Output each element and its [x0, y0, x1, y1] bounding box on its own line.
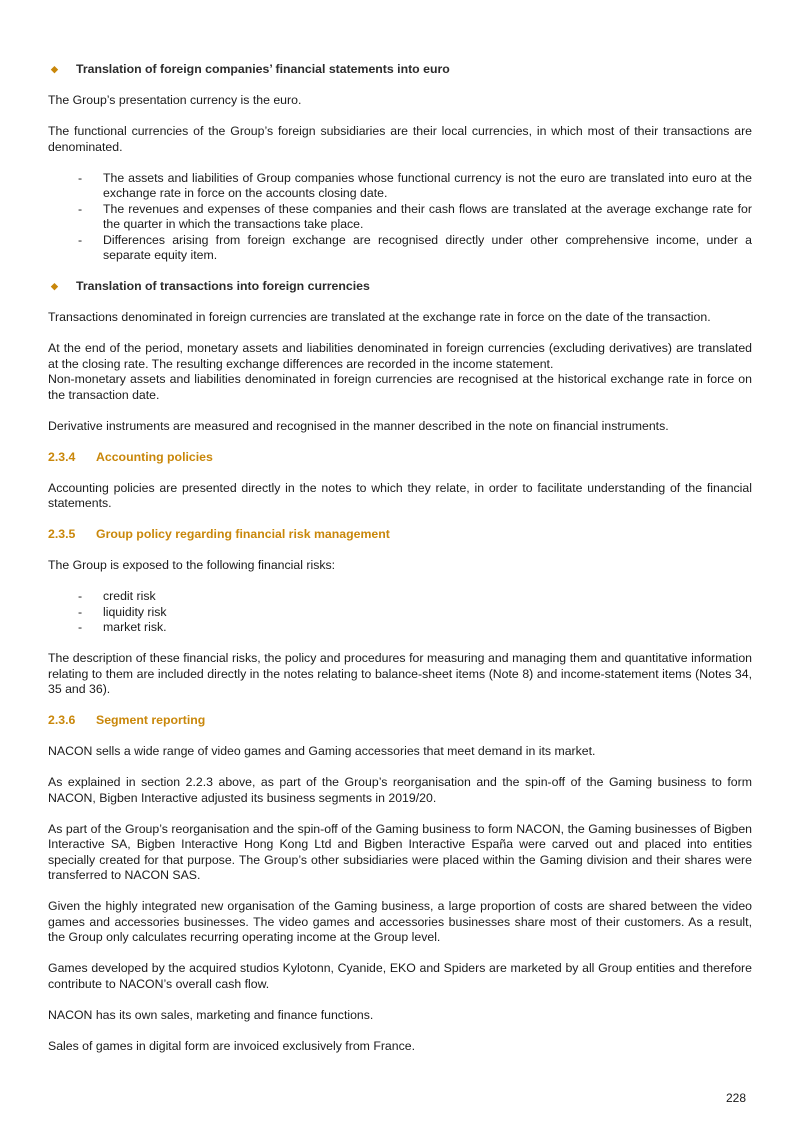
paragraph: Derivative instruments are measured and recognised in the manner described in the note on financial instruments. — [48, 418, 669, 433]
dash-list — [48, 171, 752, 264]
section-title: Group policy regarding financial risk management — [96, 527, 390, 541]
dash-marker: - — [78, 232, 83, 247]
section-number: 2.3.4 — [48, 449, 76, 464]
dash-marker: - — [78, 620, 83, 634]
section-number: 2.3.5 — [48, 527, 76, 541]
paragraph: The functional currencies of the Group’s foreign subsidiaries are their local currencies, in which most of their transactions are denominated. — [48, 124, 752, 154]
paragraph: Games developed by the acquired studios Kylotonn, Cyanide, EKO and Spiders are marketed by all Group entities and therefore contribute to NACON’s overall cash flow. — [48, 961, 752, 991]
list-item: - liquidity risk — [48, 605, 752, 621]
section-title: Segment reporting — [96, 713, 206, 727]
diamond-bullet-icon: ◆ — [51, 281, 58, 291]
subsection-heading — [48, 279, 752, 295]
section-heading — [48, 713, 752, 729]
paragraph: The description of these financial risks, the policy and procedures for measuring and managing them and quantitative information relating to them are included directly in the notes relating to balance-sheet items (Note 8) and income-statement items (Notes 34, 35 and 36). — [48, 651, 752, 696]
paragraph: As part of the Group’s reorganisation and the spin-off of the Gaming business to form NACON, the Gaming businesses of Bigben Interactive SA, Bigben Interactive Hong Kong Ltd and Bigben Interactive España were carved out and placed into entities specially created for that purpose. The Group’s other subsidiaries were placed within the Gaming division and their shares were transferred to NACON SAS. — [48, 821, 752, 882]
list-item: - Differences arising from foreign exchange are recognised directly under other comprehensive income, under a separate equity item. — [48, 233, 752, 264]
paragraph: Non-monetary assets and liabilities denominated in foreign currencies are recognised at the historical exchange rate in force on the transaction date. — [48, 372, 752, 402]
diamond-bullet-icon: ◆ — [51, 64, 58, 74]
paragraph: NACON sells a wide range of video games and Gaming accessories that meet demand in its market. — [48, 744, 596, 758]
subsection-heading-text: Translation of foreign companies’ financial statements into euro — [76, 62, 450, 76]
subsection-heading — [48, 62, 752, 78]
paragraph: The Group is exposed to the following financial risks: — [48, 558, 336, 572]
paragraph: At the end of the period, monetary assets and liabilities denominated in foreign currencies (excluding derivatives) are translated at the closing rate. The resulting exchange differences are recorded in the income statement. — [48, 341, 752, 371]
paragraph: NACON has its own sales, marketing and finance functions. — [48, 1007, 374, 1022]
dash-marker: - — [78, 201, 83, 216]
document-page — [48, 62, 752, 1054]
dash-marker: - — [78, 170, 83, 185]
section-heading — [48, 450, 752, 466]
paragraph: Given the highly integrated new organisation of the Gaming business, a large proportion of costs are shared between the video games and accessories businesses. The video games and accessories businesses share most of their customers. As a result, the Group only calculates recurring operating income at the Group level. — [48, 899, 752, 944]
paragraph: As explained in section 2.2.3 above, as part of the Group’s reorganisation and the spin-off of the Gaming business to form NACON, Bigben Interactive adjusted its business segments in 2019/20. — [48, 775, 752, 805]
section-title: Accounting policies — [96, 449, 213, 464]
dash-list — [48, 589, 752, 636]
subsection-heading-text: Translation of transactions into foreign currencies — [76, 279, 370, 293]
dash-marker: - — [78, 589, 83, 603]
list-item: - The assets and liabilities of Group companies whose functional currency is not the euro are translated into euro at the exchange rate in force on the accounts closing date. — [48, 171, 752, 202]
page-number: 228 — [726, 1091, 747, 1105]
list-item: - The revenues and expenses of these companies and their cash flows are translated at the average exchange rate for the quarter in which the transactions take place. — [48, 202, 752, 233]
list-item: - market risk. — [48, 620, 752, 636]
section-number: 2.3.6 — [48, 713, 76, 727]
paragraph: Sales of games in digital form are invoiced exclusively from France. — [48, 1038, 416, 1053]
section-heading — [48, 527, 752, 543]
paragraph: Accounting policies are presented directly in the notes to which they relate, in order to facilitate understanding of the financial statements. — [48, 480, 752, 510]
paragraph: The Group’s presentation currency is the euro. — [48, 93, 302, 107]
dash-marker: - — [78, 604, 83, 619]
list-item: - credit risk — [48, 589, 752, 605]
paragraph: Transactions denominated in foreign currencies are translated at the exchange rate in force on the date of the transaction. — [48, 310, 711, 324]
